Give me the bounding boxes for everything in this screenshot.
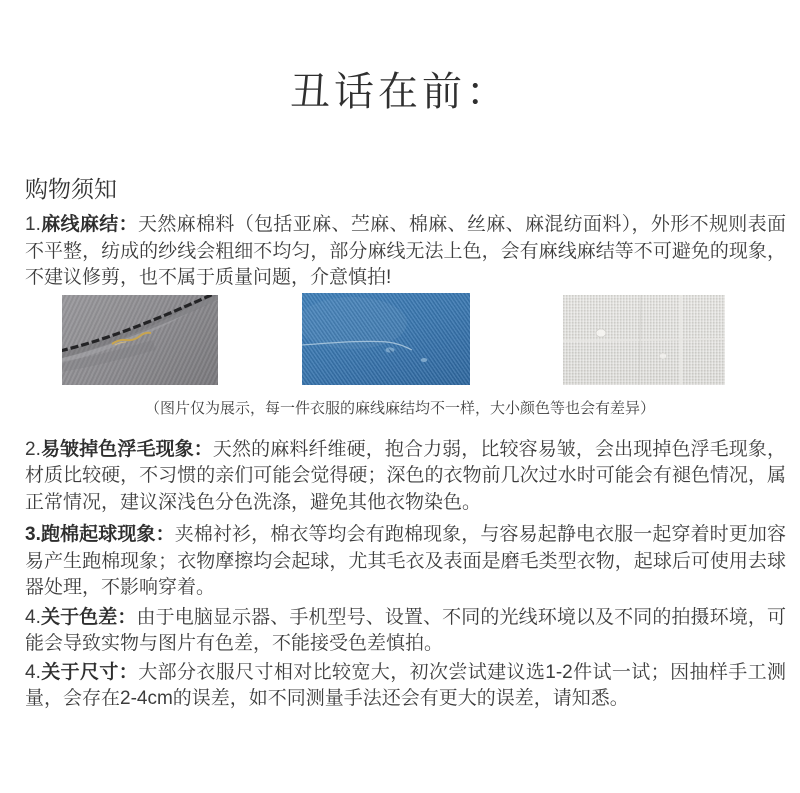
paragraph-lead: 关于尺寸：	[40, 661, 139, 683]
shopping-notice-heading: 购物须知	[25, 176, 117, 202]
fabric-photo-row	[0, 295, 800, 385]
paragraph-body: 由于电脑显示器、手机型号、设置、不同的光线环境以及不同的拍摄环境，可能会导致实物与图片有色差，不能接受色差慎拍。	[25, 606, 786, 654]
notice-paragraph-pilling	[25, 522, 786, 602]
fabric-photo-caption: （图片仅为展示，每一件衣服的麻线麻结均不一样，大小颜色等也会有差异）	[144, 399, 655, 417]
paragraph-body: 大部分衣服尺寸相对比较宽大，初次尝试建议选1-2件试一试；因抽样手工测量，会存在2-4cm的误差，如不同测量手法还会有更大的误差，请知悉。	[25, 661, 786, 709]
paragraph-number: 1.	[25, 214, 41, 235]
paragraph-lead: 麻线麻结：	[40, 214, 138, 235]
paragraph-number: 4.	[25, 606, 41, 628]
gray-linen-seam-photo	[62, 295, 218, 385]
beige-linen-weave-photo	[563, 295, 725, 385]
paragraph-lead: 3.跑棉起球现象：	[25, 524, 175, 545]
notice-paragraph-color-difference	[25, 605, 786, 658]
blue-linen-detail-overlay	[302, 293, 470, 385]
blue-linen-slub-photo	[302, 293, 470, 385]
paragraph-number: 4.	[25, 661, 41, 683]
notice-paragraph-linen-knots	[25, 212, 786, 292]
paragraph-number: 2.	[25, 438, 41, 460]
gray-linen-detail-overlay	[62, 295, 218, 385]
paragraph-lead: 易皱掉色浮毛现象：	[40, 438, 213, 460]
notice-paragraph-wrinkle-fade	[25, 437, 786, 517]
paragraph-body: 天然麻棉料（包括亚麻、苎麻、棉麻、丝麻、麻混纺面料），外形不规则表面不平整，纺成的纱线会粗细不均匀，部分麻线无法上色，会有麻线麻结等不可避免的现象，不建议修剪，也不属于质量问题，介意慎拍!	[25, 214, 786, 288]
product-notice-page	[0, 70, 800, 793]
page-title: 丑话在前：	[290, 70, 510, 114]
paragraph-lead: 关于色差：	[40, 606, 137, 628]
beige-linen-detail-overlay	[563, 295, 725, 385]
paragraph-body: 天然的麻料纤维硬，抱合力弱，比较容易皱，会出现掉色浮毛现象，材质比较硬，不习惯的亲们可能会觉得硬；深色的衣物前几次过水时可能会有褪色情况，属正常情况，建议深浅色分色洗涤，避免其他衣物染色。	[25, 438, 786, 513]
notice-paragraph-sizing	[25, 660, 786, 713]
paragraph-body: 夹棉衬衫，棉衣等均会有跑棉现象，与容易起静电衣服一起穿着时更加容易产生跑棉现象；衣物摩擦均会起球，尤其毛衣及表面是磨毛类型衣物，起球后可使用去球器处理，不影响穿着。	[25, 524, 786, 598]
